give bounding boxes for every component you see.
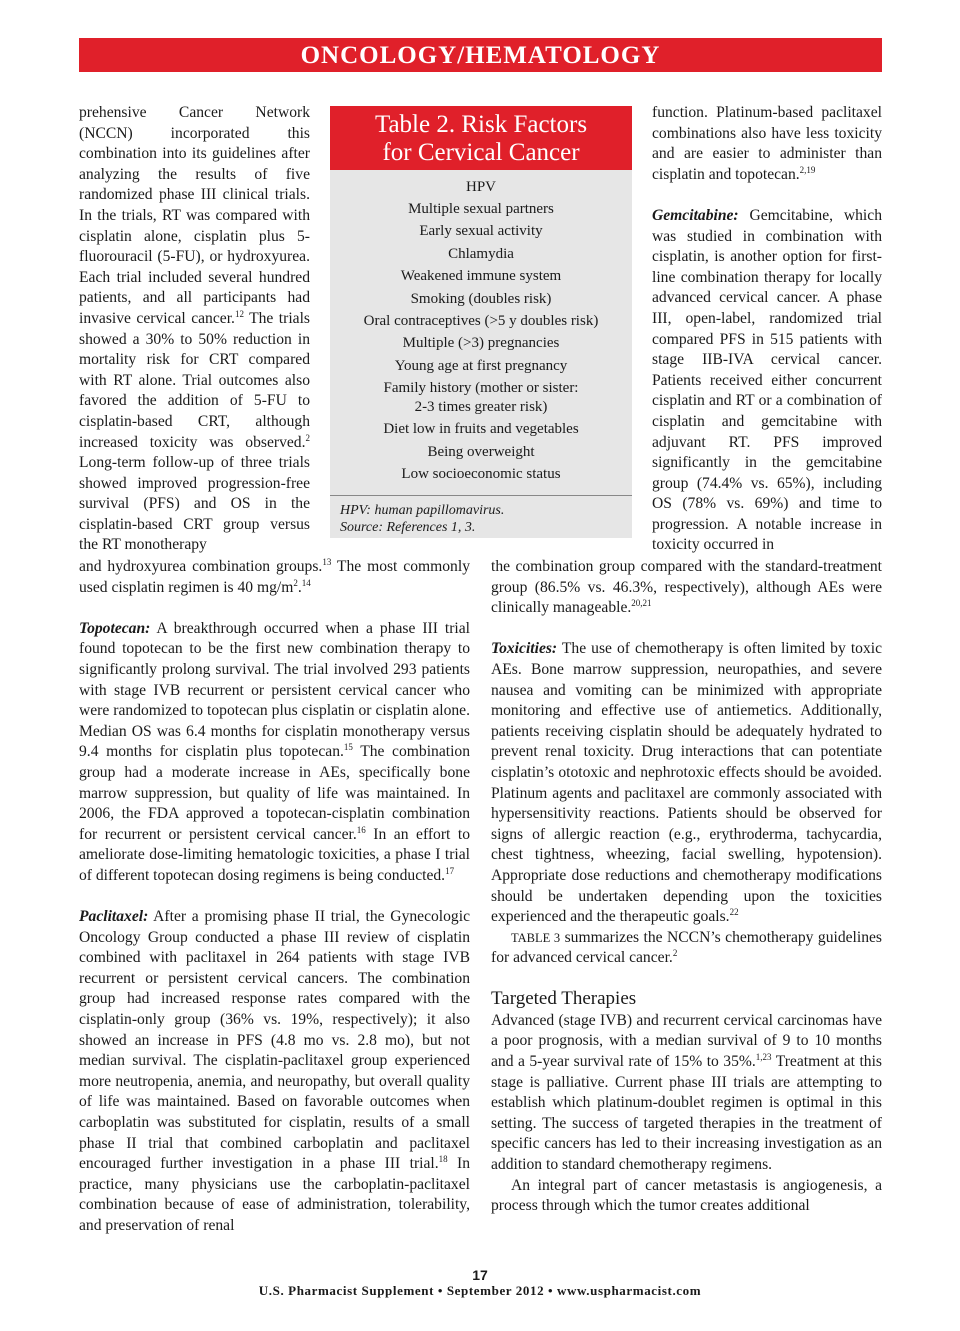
ref-13: 13 xyxy=(322,557,332,567)
paragraph-angiogenesis: An integral part of cancer metastasis is angiogenesis, a process through which the tumor creates additional xyxy=(491,1176,882,1215)
table-footnote xyxy=(330,495,632,542)
risk-factor-row: Chlamydia xyxy=(448,245,514,262)
risk-factor-row: Smoking (doubles risk) xyxy=(410,290,552,307)
risk-factor-list xyxy=(330,170,632,486)
left-column-bottom xyxy=(79,557,470,1237)
ref-1-23: 1,23 xyxy=(755,1052,772,1063)
text-paclitaxel-1: After a promising phase II trial, the Gynecologic Oncology Group conducted a phase III review of cisplatin combined with paclitaxel in 264 patients with stage IVB recurrent or persistent cervical cancers. The combination group had increased response rates compared with the cisplatin-only group (36% vs. 19%, respectively); it also showed an increase in PFS (4.8 mo vs. 2.8 mo), but not median survival. The cisplatin-paclitaxel group experienced more neutropenia, anemia, and neuropathy, but overall quality of life was maintained. Based on favorable outcomes when carboplatin was substituted for cisplatin, results of a small phase II trial that combined carboplatin and paclitaxel encouraged further investigation in a phase III trial. xyxy=(79,908,470,1173)
text-targeted-2: Treatment at this stage is palliative. Current phase III trials are attempting to establish which platinum-doublet regimen is optimal in this setting. The success of targeted therapies in the treatment of specific cancers has led to their increasing investigation as an addition to standard chemotherapy regimens. xyxy=(491,1053,882,1174)
section-title: ONCOLOGY/HEMATOLOGY xyxy=(300,42,661,69)
risk-factor-text: Family history (mother or sister: xyxy=(383,380,579,397)
superscript-squared: 2 xyxy=(293,577,298,588)
risk-factor-row: Multiple sexual partners xyxy=(408,201,554,218)
text-topotecan-2: The combination group had a moderate increase in AEs, specifically bone marrow suppression, but quality of life was maintained. In 2006, the FDA approved a topotecan-cisplatin combination for recurrent or persistent cervical cancer. xyxy=(79,743,471,843)
risk-factor-row: HPV xyxy=(465,178,496,195)
paragraph-gap xyxy=(79,887,470,908)
paragraph-combination xyxy=(491,557,882,619)
text-targeted-1: Advanced (stage IVB) and recurrent cervical carcinomas have a poor prognosis, with a median survival of 9 to 10 months and a 5-year survival rate of 15% to 35%. xyxy=(491,1011,882,1071)
ref-16: 16 xyxy=(356,824,366,835)
section-banner xyxy=(79,38,882,72)
page-number: 17 xyxy=(472,1267,488,1283)
paragraph-hydroxyurea xyxy=(79,557,470,598)
ref-22: 22 xyxy=(729,907,739,918)
risk-factor-row: Young age at first pregnancy xyxy=(394,357,568,374)
table-title-line2: for Cervical Cancer xyxy=(382,139,580,166)
text-hydroxyurea: and hydroxyurea combination groups. xyxy=(79,558,323,575)
table3-reference: TABLE 3 xyxy=(511,930,561,945)
heading-paclitaxel: Paclitaxel: xyxy=(79,908,149,926)
paragraph-gap xyxy=(652,185,882,206)
ref-14: 14 xyxy=(301,577,311,588)
paragraph-table3 xyxy=(491,928,882,969)
risk-factor-row: Diet low in fruits and vegetables xyxy=(383,421,579,438)
risk-factor-row: Multiple (>3) pregnancies xyxy=(402,335,560,352)
ref-20-21: 20,21 xyxy=(631,598,652,609)
ref-15: 15 xyxy=(343,742,353,753)
risk-factor-row: Oral contraceptives (>5 y doubles risk) xyxy=(363,312,599,329)
ref-2: 2 xyxy=(305,432,310,443)
publication-footer: U.S. Pharmacist Supplement • September 2012 • www.uspharmacist.com xyxy=(258,1283,702,1298)
left-column-top xyxy=(79,103,310,556)
text-regimen: The most commonly used cisplatin regimen is 40 mg/m xyxy=(79,558,470,596)
risk-factor-row: Being overweight xyxy=(427,443,535,460)
heading-topotecan: Topotecan: xyxy=(79,619,151,637)
text-platinum: function. Platinum-based paclitaxel combinations also have less toxicity and are easier to administer than cisplatin and topotecan. xyxy=(652,104,882,183)
text-trials: The trials showed a 30% to 50% reduction in mortality risk for CRT compared with RT alone. Trial outcomes also favored the addition of 5-FU to cisplatin-based CRT, although increased toxicity was observed. xyxy=(79,309,310,451)
text-paclitaxel-2: In practice, many physicians use the carboplatin-paclitaxel combination because of ease of administration, tolerability, and preservation of renal xyxy=(79,1155,471,1234)
risk-factor-text: 2-3 times greater risk) xyxy=(414,399,548,416)
risk-factor-row: Weakened immune system xyxy=(400,268,562,285)
risk-factor-row: Low socioeconomic status xyxy=(401,466,561,483)
ref-17: 17 xyxy=(445,865,455,876)
ref-12: 12 xyxy=(234,308,244,319)
ref-18: 18 xyxy=(438,1154,448,1165)
paragraph-gemcitabine xyxy=(652,206,882,556)
paragraph-gap xyxy=(79,598,470,619)
table-risk-factors xyxy=(330,106,632,538)
text-table3: summarizes the NCCN’s chemotherapy guidelines for advanced cervical cancer. xyxy=(491,928,882,967)
paragraph-toxicities xyxy=(491,639,882,927)
text-topotecan-1: A breakthrough occurred when a phase III trial found topotecan to be the first new combination therapy to significantly prolong survival. The trial involved 293 patients with stage IVB recurrent or persistent cervical cancer who were randomized to topotecan plus cisplatin or cisplatin alone. Median OS was 6.4 months for cisplatin monotherapy versus 9.4 months for cisplatin plus topotecan. xyxy=(79,619,470,761)
table-title xyxy=(330,106,632,170)
text-topotecan-3: In an effort to ameliorate dose-limiting hematologic toxicities, a phase I trial of different topotecan dosing regimens is being conducted. xyxy=(79,825,471,884)
text-combination: the combination group compared with the standard-treatment group (86.5% vs. 46.3%, respectively), although AEs were clinically manageable. xyxy=(491,558,882,617)
paragraph-gap xyxy=(491,619,882,640)
heading-gemcitabine: Gemcitabine: xyxy=(652,206,739,224)
text-toxicities: The use of chemotherapy is often limited by toxic AEs. Bone marrow suppression, neuropathies, and severe nausea and vomiting can be minimized with appropriate monitoring and effective use of antiemetics. Additionally, patients receiving cisplatin should be adequately hydrated to prevent renal toxicity. Drug interactions that can potentiate cisplatin’s ototoxic and nephrotoxic effects should be avoided. Platinum agents and paclitaxel are commonly associated with hypersensitivity reactions. Patients should be observed for signs of allergic reaction (e.g., erythroderma, tachycardia, chest tightness, wheezing, facial swelling, hypotension). Appropriate dose reductions and chemotherapy modifications should be undertaken depending upon the toxicities experienced and the therapeutic goals. xyxy=(491,640,882,926)
section-heading-targeted: Targeted Therapies xyxy=(491,987,637,1009)
risk-factor-row: Early sexual activity xyxy=(419,223,543,240)
right-column-bottom xyxy=(491,557,882,1217)
heading-toxicities: Toxicities: xyxy=(491,640,558,658)
paragraph-nccn xyxy=(79,103,310,556)
footnote-abbrev: HPV: human papillomavirus. xyxy=(340,502,505,518)
risk-factor-row xyxy=(330,377,632,398)
table-title-line1: Table 2. Risk Factors xyxy=(374,111,588,138)
ref-2-19: 2,19 xyxy=(799,164,816,175)
text-gemcitabine: Gemcitabine, which was studied in combination with cisplatin, is another option for first-line combination therapy for locally advanced cervical cancer. A phase III, open-label, randomized trial compared PFS in 515 patients with stage IIB-IVA cervical cancer. Patients received either concurrent cisplatin and RT or a combination of cisplatin and gemcitabine with adjuvant RT. PFS improved significantly in the gemcitabine group (74.4% vs. 65%), including OS (78% vs. 69%) and time to progression. A notable increase in toxicity occurred in xyxy=(652,206,882,554)
footnote-source: Source: References 1, 3. xyxy=(340,519,476,535)
text-nccn: prehensive Cancer Network (NCCN) incorporated this combination into its guidelines after analyzing the results of five randomized phase III clinical trials. In the trials, RT was compared with cisplatin alone, cisplatin plus 5-fluorouracil (5-FU), or hydroxyurea. Each trial included several hundred patients, and all participants had invasive cervical cancer. xyxy=(79,104,310,327)
paragraph-topotecan xyxy=(79,619,470,887)
ref-2b: 2 xyxy=(672,948,678,959)
paragraph-targeted xyxy=(491,1011,882,1176)
paragraph-gap xyxy=(491,969,882,983)
text-followup: Long-term follow-up of three trials showed improved progression-free survival (PFS) and OS in the cisplatin-based CRT group versus the RT monotherapy xyxy=(79,454,310,554)
paragraph-platinum xyxy=(652,103,882,185)
paragraph-paclitaxel xyxy=(79,907,470,1237)
risk-factor-row xyxy=(330,398,632,419)
text-period: . xyxy=(297,578,302,596)
right-column-top xyxy=(652,103,882,556)
